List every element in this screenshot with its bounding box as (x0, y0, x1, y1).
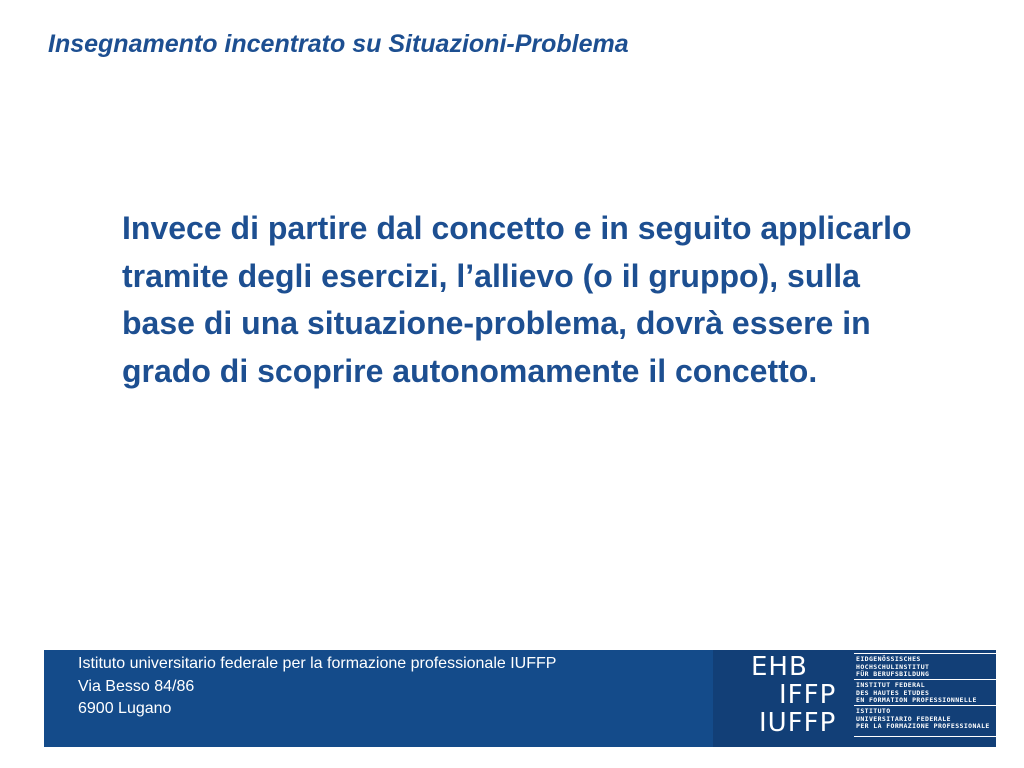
logo-word-iuffp: IUFFP (759, 708, 837, 738)
logo-caption-line: HOCHSCHULINSTITUT (856, 662, 930, 671)
footer-address-block (78, 653, 556, 721)
logo-caption-line: EN FORMATION PROFESSIONNELLE (856, 696, 977, 704)
logo-caption-line: INSTITUT FEDERAL (856, 681, 926, 689)
logo-caption-line: UNIVERSITARIO FEDERALE (856, 714, 951, 723)
slide-title: Insegnamento incentrato su Situazioni-Problema (48, 30, 629, 58)
logo-divider (854, 705, 996, 706)
logo-caption-french (856, 682, 977, 705)
logo-caption-line: ISTITUTO (856, 707, 891, 715)
street-address: Via Besso 84/86 (78, 677, 195, 695)
slide-body-text: Invece di partire dal concetto e in seguito applicarlo tramite degli esercizi, l’allievo (o il gruppo), sulla base di una situazione-problema, dovrà essere in grado di scoprire autonomamente il concetto. (122, 210, 912, 389)
logo-caption-german (856, 656, 929, 679)
logo-caption-line: EIDGENÖSSISCHES (856, 655, 921, 663)
logo-divider (854, 679, 996, 680)
logo-word-ehb: EHB (751, 652, 808, 682)
institution-logo (713, 650, 996, 747)
logo-caption-line: DES HAUTES ETUDES (856, 688, 930, 697)
logo-caption-line: FÜR BERUFSBILDUNG (856, 670, 930, 678)
logo-word-iffp: IFFP (779, 680, 837, 710)
institution-name: Istituto universitario federale per la formazione professionale IUFFP (78, 655, 557, 672)
logo-caption-line: PER LA FORMAZIONE PROFESSIONALE (856, 722, 990, 730)
logo-divider (854, 653, 996, 654)
logo-divider (854, 736, 996, 737)
city-postcode: 6900 Lugano (78, 700, 172, 717)
footer-bar (44, 650, 996, 747)
logo-caption-italian (856, 708, 990, 731)
